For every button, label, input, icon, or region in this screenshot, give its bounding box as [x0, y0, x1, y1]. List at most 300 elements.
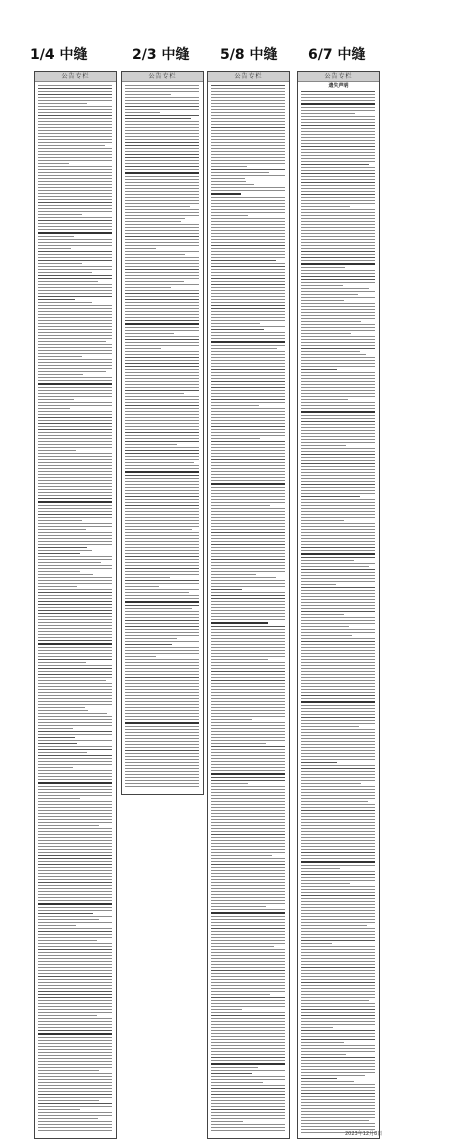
- text-line: [301, 103, 375, 105]
- text-line: [211, 562, 285, 563]
- text-line: [38, 139, 112, 140]
- text-line: [211, 1109, 285, 1110]
- text-line: [301, 810, 375, 811]
- text-line: [38, 946, 112, 947]
- text-line: [125, 535, 199, 536]
- text-line: [125, 417, 199, 418]
- text-line: [38, 716, 112, 717]
- text-line: [38, 214, 82, 215]
- column-header: 公告专栏: [122, 72, 203, 82]
- text-line: [38, 157, 112, 158]
- text-line: [38, 583, 112, 584]
- text-line: [38, 943, 112, 944]
- text-line: [125, 275, 199, 276]
- text-line: [125, 118, 191, 119]
- text-line: [38, 417, 112, 418]
- text-line: [211, 722, 285, 723]
- text-line: [38, 1006, 112, 1007]
- text-line: [38, 568, 112, 569]
- text-line: [211, 399, 285, 400]
- text-line: [211, 227, 285, 228]
- text-line: [301, 560, 354, 561]
- text-line: [301, 194, 375, 195]
- text-line: [301, 1096, 375, 1097]
- text-line: [125, 574, 199, 575]
- text-line: [125, 100, 199, 101]
- text-line: [38, 819, 112, 820]
- text-line: [125, 577, 170, 578]
- text-line: [211, 713, 285, 714]
- text-line: [301, 463, 375, 464]
- text-line: [211, 432, 285, 433]
- text-line: [38, 740, 112, 741]
- text-line: [38, 1082, 112, 1083]
- text-line: [301, 445, 346, 446]
- text-line: [301, 759, 375, 760]
- text-line: [125, 399, 199, 400]
- text-line: [211, 1003, 285, 1004]
- text-line: [125, 459, 199, 460]
- text-line: [301, 260, 375, 261]
- text-line: [125, 756, 199, 757]
- text-line: [125, 701, 199, 702]
- text-line: [211, 1097, 285, 1098]
- text-line: [125, 592, 189, 593]
- text-line: [301, 732, 375, 733]
- text-line: [301, 276, 375, 277]
- text-line: [211, 511, 285, 512]
- text-line: [301, 487, 375, 488]
- text-line: [301, 173, 375, 174]
- text-line: [125, 296, 199, 297]
- text-line: [125, 520, 199, 521]
- text-line: [211, 1085, 285, 1086]
- text-line: [38, 710, 88, 711]
- text-line: [38, 208, 112, 209]
- text-line: [125, 580, 199, 581]
- text-line: [211, 955, 285, 956]
- text-line: [38, 798, 80, 799]
- text-line: [38, 1100, 99, 1101]
- text-line: [125, 722, 199, 724]
- column-text-body: [122, 82, 203, 793]
- text-line: [301, 502, 375, 503]
- text-line: [38, 266, 112, 267]
- text-line: [301, 686, 375, 687]
- text-line: [301, 934, 375, 935]
- text-line: [125, 293, 199, 294]
- text-line: [211, 710, 285, 711]
- text-line: [125, 759, 199, 760]
- text-line: [38, 239, 112, 240]
- text-line: [125, 136, 199, 137]
- text-line: [301, 840, 375, 841]
- text-line: [38, 867, 112, 868]
- text-line: [38, 1012, 112, 1013]
- text-line: [38, 163, 69, 164]
- text-line: [211, 1033, 285, 1034]
- text-line: [211, 402, 285, 403]
- text-line: [301, 880, 375, 881]
- text-line: [301, 291, 375, 292]
- text-line: [211, 278, 285, 279]
- text-line: [211, 209, 285, 210]
- text-line: [301, 475, 375, 476]
- text-line: [211, 351, 285, 352]
- text-line: [301, 529, 375, 530]
- text-line: [38, 495, 112, 496]
- text-line: [125, 444, 177, 445]
- text-line: [301, 273, 375, 274]
- text-line: [125, 689, 199, 690]
- text-line: [301, 572, 375, 573]
- text-line: [301, 209, 375, 210]
- text-line: [38, 517, 112, 518]
- text-line: [125, 405, 199, 406]
- text-line: [211, 758, 285, 759]
- text-line: [125, 650, 199, 651]
- text-line: [211, 816, 285, 817]
- text-line: [38, 1091, 112, 1092]
- text-line: [301, 898, 375, 899]
- text-line: [125, 169, 199, 170]
- text-line: [211, 142, 285, 143]
- text-line: [38, 121, 112, 122]
- text-line: [211, 792, 285, 793]
- text-line: [38, 683, 112, 684]
- text-line: [301, 119, 375, 120]
- text-line: [211, 305, 285, 306]
- text-line: [211, 964, 285, 965]
- text-line: [211, 245, 285, 246]
- text-line: [301, 1090, 375, 1091]
- text-line: [211, 795, 285, 796]
- text-line: [301, 729, 375, 730]
- text-line: [301, 1033, 375, 1034]
- text-line: [38, 154, 112, 155]
- text-line: [301, 843, 375, 844]
- text-line: [211, 592, 285, 593]
- text-line: [125, 408, 199, 409]
- text-line: [38, 955, 112, 956]
- text-line: [38, 396, 112, 397]
- text-line: [125, 348, 161, 349]
- text-line: [125, 589, 199, 590]
- text-line: [125, 308, 199, 309]
- text-line: [301, 1111, 375, 1112]
- text-line: [301, 1120, 369, 1121]
- text-line: [38, 967, 112, 968]
- text-line: [301, 922, 375, 923]
- text-line: [211, 683, 285, 684]
- text-line: [301, 251, 375, 252]
- text-line: [301, 689, 375, 690]
- text-line: [38, 148, 112, 149]
- text-line: [301, 928, 375, 929]
- text-line: [211, 553, 285, 554]
- text-line: [38, 752, 87, 753]
- text-line: [38, 994, 112, 995]
- text-line: [301, 514, 375, 515]
- text-line: [38, 541, 112, 542]
- text-line: [38, 616, 112, 617]
- text-line: [38, 559, 112, 560]
- text-line: [301, 566, 369, 567]
- text-line: [38, 695, 112, 696]
- text-line: [301, 137, 375, 138]
- text-line: [125, 278, 199, 279]
- text-line: [301, 282, 375, 283]
- text-line: [38, 160, 112, 161]
- text-line: [125, 695, 199, 696]
- text-line: [301, 1027, 333, 1028]
- text-line: [125, 281, 184, 282]
- text-line: [38, 323, 112, 324]
- text-line: [125, 339, 199, 340]
- text-line: [38, 1085, 112, 1086]
- text-line: [38, 970, 112, 971]
- text-line: [211, 1048, 285, 1049]
- text-line: [301, 680, 375, 681]
- text-line: [301, 698, 375, 699]
- text-line: [38, 462, 112, 463]
- text-line: [211, 372, 285, 373]
- text-line: [211, 807, 285, 808]
- text-line: [211, 124, 285, 125]
- text-line: [301, 641, 375, 642]
- text-line: [301, 300, 344, 301]
- text-line: [211, 151, 285, 152]
- text-line: [38, 913, 93, 914]
- text-line: [211, 184, 254, 185]
- text-line: [211, 251, 285, 252]
- text-line: [211, 867, 285, 868]
- text-line: [301, 997, 375, 998]
- text-line: [38, 514, 112, 515]
- text-line: [301, 683, 375, 684]
- text-line: [211, 668, 285, 669]
- text-line: [211, 323, 260, 324]
- notice-column-5-8: [207, 71, 290, 1139]
- text-line: [211, 541, 285, 542]
- text-line: [38, 1118, 98, 1119]
- text-line: [125, 475, 199, 476]
- text-line: [301, 146, 375, 147]
- text-line: [211, 952, 285, 953]
- text-line: [38, 885, 112, 886]
- text-line: [125, 426, 199, 427]
- text-line: [38, 314, 112, 315]
- text-line: [125, 686, 199, 687]
- text-line: [38, 444, 112, 445]
- text-line: [38, 202, 112, 203]
- text-line: [211, 1063, 285, 1065]
- text-line: [211, 873, 285, 874]
- text-line: [125, 323, 199, 325]
- text-line: [38, 937, 112, 938]
- text-line: [38, 365, 112, 366]
- text-line: [38, 834, 112, 835]
- text-line: [211, 919, 285, 920]
- text-line: [301, 149, 375, 150]
- text-line: [211, 988, 285, 989]
- text-line: [38, 350, 112, 351]
- text-line: [38, 447, 112, 448]
- text-line: [211, 577, 276, 578]
- text-line: [38, 287, 112, 288]
- text-line: [301, 569, 375, 570]
- text-line: [211, 940, 285, 941]
- text-line: [301, 1006, 375, 1007]
- text-line: [211, 834, 285, 835]
- text-line: [125, 608, 192, 609]
- text-line: [301, 182, 375, 183]
- text-line: [301, 765, 375, 766]
- text-line: [38, 169, 112, 170]
- text-line: [211, 719, 252, 720]
- text-line: [38, 1061, 112, 1062]
- text-line: [211, 483, 285, 485]
- text-line: [38, 900, 112, 901]
- text-line: [211, 200, 285, 201]
- text-line: [301, 807, 375, 808]
- text-line: [125, 381, 199, 382]
- text-line: [38, 903, 112, 905]
- text-line: [125, 547, 199, 548]
- text-line: [125, 629, 199, 630]
- text-line: [301, 267, 345, 268]
- text-line: [211, 810, 285, 811]
- text-line: [125, 97, 199, 98]
- text-line: [38, 795, 112, 796]
- text-line: [38, 529, 86, 530]
- text-line: [211, 517, 285, 518]
- text-line: [211, 332, 285, 333]
- text-line: [301, 868, 340, 869]
- text-line: [125, 351, 199, 352]
- text-line: [211, 916, 285, 917]
- text-line: [301, 1105, 375, 1106]
- text-line: [301, 741, 375, 742]
- text-line: [38, 205, 112, 206]
- text-line: [38, 852, 112, 853]
- text-line: [211, 148, 285, 149]
- text-line: [301, 647, 375, 648]
- text-line: [38, 586, 77, 587]
- text-line: [38, 870, 112, 871]
- text-line: [38, 429, 112, 430]
- text-line: [125, 432, 199, 433]
- text-line: [38, 263, 82, 264]
- text-line: [211, 169, 285, 170]
- text-line: [125, 411, 199, 412]
- text-line: [211, 843, 285, 844]
- text-line: [211, 946, 274, 947]
- text-line: [38, 320, 112, 321]
- text-line: [125, 179, 199, 180]
- text-line: [38, 1088, 112, 1089]
- text-line: [301, 865, 375, 866]
- text-line: [38, 1079, 112, 1080]
- text-line: [125, 221, 181, 222]
- text-line: [211, 949, 285, 950]
- text-line: [301, 557, 375, 558]
- text-line: [38, 172, 112, 173]
- text-line: [38, 538, 112, 539]
- text-line: [211, 254, 285, 255]
- text-line: [211, 861, 285, 862]
- text-line: [211, 598, 285, 599]
- text-line: [211, 752, 285, 753]
- text-line: [211, 686, 285, 687]
- text-line: [38, 136, 112, 137]
- text-line: [38, 952, 112, 953]
- text-line: [38, 535, 112, 536]
- text-line: [38, 411, 112, 412]
- text-line: [125, 233, 199, 234]
- text-line: [38, 374, 83, 375]
- text-line: [38, 779, 112, 780]
- text-line: [211, 193, 241, 195]
- text-line: [125, 623, 199, 624]
- text-line: [211, 447, 285, 448]
- text-line: [211, 357, 285, 358]
- text-line: [211, 130, 285, 131]
- text-line: [301, 185, 375, 186]
- text-line: [301, 813, 375, 814]
- text-line: [125, 626, 199, 627]
- text-line: [38, 634, 112, 635]
- text-line: [38, 773, 112, 774]
- text-line: [301, 333, 351, 334]
- text-line: [301, 611, 375, 612]
- text-line: [211, 970, 285, 971]
- text-line: [211, 789, 285, 790]
- text-line: [301, 1102, 375, 1103]
- text-line: [125, 662, 199, 663]
- text-line: [38, 505, 112, 506]
- text-line: [38, 770, 112, 771]
- text-line: [38, 290, 112, 291]
- text-line: [38, 861, 112, 862]
- text-line: [38, 480, 112, 481]
- text-line: [211, 922, 285, 923]
- text-line: [38, 1067, 112, 1068]
- text-line: [125, 671, 199, 672]
- text-line: [125, 354, 199, 355]
- text-line: [301, 505, 375, 506]
- text-line: [211, 725, 285, 726]
- text-line: [38, 1043, 112, 1044]
- text-line: [125, 245, 199, 246]
- text-line: [38, 1033, 112, 1035]
- text-line: [301, 650, 375, 651]
- text-line: [301, 762, 337, 763]
- text-line: [211, 641, 285, 642]
- text-line: [38, 544, 112, 545]
- text-line: [301, 801, 368, 802]
- text-line: [38, 317, 112, 318]
- text-line: [301, 457, 375, 458]
- text-line: [301, 91, 375, 92]
- text-line: [125, 236, 199, 237]
- text-line: [301, 152, 375, 153]
- text-line: [38, 299, 75, 300]
- text-line: [301, 701, 375, 703]
- text-line: [125, 148, 199, 149]
- text-line: [301, 496, 360, 497]
- text-line: [211, 635, 285, 636]
